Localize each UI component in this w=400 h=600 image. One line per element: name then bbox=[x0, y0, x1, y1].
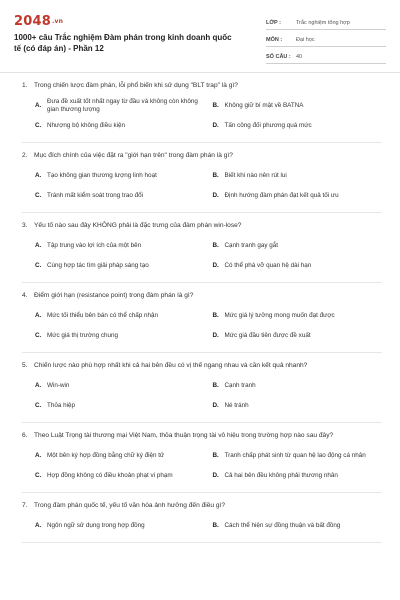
logo-suffix: .vn bbox=[51, 18, 64, 25]
question-text bbox=[22, 501, 382, 510]
question-item bbox=[22, 143, 382, 213]
option-letter: A. bbox=[35, 381, 42, 389]
option-text: Tạo không gian thương lượng linh hoạt bbox=[47, 171, 157, 179]
meta-row-subject bbox=[266, 33, 386, 47]
option-letter: D. bbox=[212, 471, 219, 479]
option-text: Tập trung vào lợi ích của một bên bbox=[47, 241, 142, 249]
answer-option-c[interactable] bbox=[35, 116, 205, 136]
question-text bbox=[22, 151, 382, 160]
meta-value: 40 bbox=[296, 53, 303, 60]
option-letter: D. bbox=[212, 331, 219, 339]
option-text: Biết khi nào nên rút lui bbox=[224, 171, 287, 179]
question-text bbox=[22, 291, 382, 300]
question-item bbox=[22, 353, 382, 423]
option-grid bbox=[22, 516, 382, 536]
logo-text: 2048 bbox=[14, 14, 51, 29]
option-text: Cạnh tranh gay gắt bbox=[224, 241, 279, 249]
meta-row-class bbox=[266, 16, 386, 30]
question-text bbox=[22, 431, 382, 440]
question-number: 1. bbox=[22, 82, 28, 89]
option-letter: C. bbox=[35, 261, 42, 269]
answer-option-d[interactable] bbox=[213, 396, 383, 416]
option-letter: A. bbox=[35, 101, 42, 109]
question-item bbox=[22, 283, 382, 353]
answer-option-d[interactable] bbox=[213, 256, 383, 276]
question-list bbox=[0, 73, 400, 543]
document-header bbox=[0, 0, 400, 66]
option-letter: B. bbox=[212, 521, 219, 529]
question-body: Trong chiến lược đàm phán, lỗi phổ biến khi sử dụng "BLT trap" là gì? bbox=[34, 82, 238, 89]
option-text: Hợp đồng không có điều khoản phạt vi phạm bbox=[47, 471, 173, 479]
header-left bbox=[14, 14, 240, 66]
option-letter: C. bbox=[35, 121, 42, 129]
option-text: Không giữ bí mật về BATNA bbox=[224, 101, 304, 109]
answer-option-a[interactable] bbox=[35, 376, 205, 396]
answer-option-b[interactable] bbox=[213, 96, 383, 116]
question-number: 4. bbox=[22, 292, 28, 299]
meta-value: Đại học bbox=[296, 36, 315, 43]
option-grid bbox=[22, 446, 382, 486]
option-text: Mức giá đầu tiên được đề xuất bbox=[224, 331, 311, 339]
answer-option-b[interactable] bbox=[213, 376, 383, 396]
question-number: 2. bbox=[22, 152, 28, 159]
option-letter: B. bbox=[212, 311, 219, 319]
option-letter: A. bbox=[35, 521, 42, 529]
option-grid bbox=[22, 166, 382, 206]
option-text: Mức tối thiểu bên bán có thể chấp nhận bbox=[47, 311, 158, 319]
site-logo[interactable] bbox=[14, 14, 234, 29]
option-text: Né tránh bbox=[224, 401, 249, 409]
option-text: Tấn công đối phương quá mức bbox=[224, 121, 312, 129]
option-grid bbox=[22, 376, 382, 416]
answer-option-d[interactable] bbox=[213, 466, 383, 486]
answer-option-d[interactable] bbox=[213, 186, 383, 206]
answer-option-c[interactable] bbox=[35, 396, 205, 416]
option-text: Nhượng bộ không điều kiện bbox=[47, 121, 126, 129]
question-body: Trong đàm phán quốc tế, yếu tố văn hóa ảnh hưởng đến điều gì? bbox=[34, 502, 226, 509]
answer-option-a[interactable] bbox=[35, 236, 205, 256]
option-text: Cạnh tranh bbox=[224, 381, 256, 389]
option-text: Tranh chấp phát sinh từ quan hệ lao động cá nhân bbox=[224, 451, 366, 459]
option-text: Ngôn ngữ sử dụng trong hợp đồng bbox=[47, 521, 145, 529]
option-letter: A. bbox=[35, 241, 42, 249]
option-text: Tránh mất kiểm soát trong trao đổi bbox=[47, 191, 144, 199]
question-item bbox=[22, 493, 382, 543]
option-text: Cách thể hiện sự đồng thuận và bất đồng bbox=[224, 521, 341, 529]
question-item bbox=[22, 423, 382, 493]
question-body: Yếu tố nào sau đây KHÔNG phải là đặc trưng của đàm phán win-lose? bbox=[34, 222, 242, 229]
question-number: 5. bbox=[22, 362, 28, 369]
option-letter: C. bbox=[35, 471, 42, 479]
answer-option-c[interactable] bbox=[35, 326, 205, 346]
answer-option-b[interactable] bbox=[213, 516, 383, 536]
meta-row-count bbox=[266, 50, 386, 64]
option-text: Đưa đề xuất tốt nhất ngay từ đầu và không còn không gian thương lượng bbox=[47, 97, 198, 113]
question-item bbox=[22, 73, 382, 143]
answer-option-b[interactable] bbox=[213, 446, 383, 466]
option-letter: B. bbox=[212, 241, 219, 249]
question-body: Chiến lược nào phù hợp nhất khi cả hai bên đều có vị thế ngang nhau và cần kết quả nhanh? bbox=[34, 362, 308, 369]
question-body: Theo Luật Trọng tài thương mại Việt Nam, thỏa thuận trọng tài vô hiệu trong trường hợp nào sau đây? bbox=[34, 432, 334, 439]
document-title: 1000+ câu Trắc nghiệm Đàm phán trong kinh doanh quốc tế (có đáp án) - Phần 12 bbox=[14, 33, 232, 53]
option-text: Mức giá thị trường chung bbox=[47, 331, 119, 339]
meta-label: LỚP : bbox=[266, 19, 281, 26]
question-body: Điểm giới hạn (resistance point) trong đàm phán là gì? bbox=[34, 292, 194, 299]
question-text bbox=[22, 361, 382, 370]
question-text bbox=[22, 81, 382, 90]
answer-option-b[interactable] bbox=[213, 306, 383, 326]
answer-option-a[interactable] bbox=[35, 516, 205, 536]
option-grid bbox=[22, 306, 382, 346]
answer-option-a[interactable] bbox=[35, 96, 205, 116]
answer-option-b[interactable] bbox=[213, 166, 383, 186]
option-letter: B. bbox=[212, 381, 219, 389]
answer-option-a[interactable] bbox=[35, 166, 205, 186]
option-letter: A. bbox=[35, 171, 42, 179]
option-letter: A. bbox=[35, 451, 42, 459]
option-text: Cả hai bên đều không phải thương nhân bbox=[224, 471, 338, 479]
document-meta bbox=[240, 14, 386, 66]
option-letter: A. bbox=[35, 311, 42, 319]
option-letter: D. bbox=[212, 121, 219, 129]
option-letter: B. bbox=[212, 101, 219, 109]
question-text bbox=[22, 221, 382, 230]
option-text: Win-win bbox=[47, 381, 70, 389]
option-text: Một bên ký hợp đồng bằng chữ ký điện tử bbox=[47, 451, 165, 459]
option-letter: B. bbox=[212, 171, 219, 179]
question-number: 7. bbox=[22, 502, 28, 509]
answer-option-a[interactable] bbox=[35, 446, 205, 466]
answer-option-b[interactable] bbox=[213, 236, 383, 256]
answer-option-a[interactable] bbox=[35, 306, 205, 326]
answer-option-c[interactable] bbox=[35, 466, 205, 486]
option-letter: D. bbox=[212, 401, 219, 409]
answer-option-d[interactable] bbox=[213, 116, 383, 136]
option-text: Định hướng đàm phán đạt kết quả tối ưu bbox=[224, 191, 339, 199]
answer-option-c[interactable] bbox=[35, 256, 205, 276]
answer-option-c[interactable] bbox=[35, 186, 205, 206]
option-letter: C. bbox=[35, 331, 42, 339]
question-body: Mục đích chính của việc đặt ra "giới hạn trên" trong đàm phán là gì? bbox=[34, 152, 233, 159]
option-letter: D. bbox=[212, 261, 219, 269]
option-grid bbox=[22, 96, 382, 136]
option-text: Có thể phá vỡ quan hệ dài hạn bbox=[224, 261, 312, 269]
option-letter: C. bbox=[35, 191, 42, 199]
meta-label: SỐ CÂU : bbox=[266, 53, 291, 60]
option-letter: D. bbox=[212, 191, 219, 199]
question-number: 6. bbox=[22, 432, 28, 439]
question-item bbox=[22, 213, 382, 283]
option-letter: B. bbox=[212, 451, 219, 459]
meta-label: MÔN : bbox=[266, 36, 283, 43]
answer-option-d[interactable] bbox=[213, 326, 383, 346]
option-text: Mức giá lý tưởng mong muốn đạt được bbox=[224, 311, 335, 319]
option-text: Cùng hợp tác tìm giải pháp sáng tạo bbox=[47, 261, 149, 269]
option-text: Thỏa hiệp bbox=[47, 401, 76, 409]
question-number: 3. bbox=[22, 222, 28, 229]
option-letter: C. bbox=[35, 401, 42, 409]
meta-value: Trắc nghiệm tổng hợp bbox=[296, 19, 350, 26]
option-grid bbox=[22, 236, 382, 276]
